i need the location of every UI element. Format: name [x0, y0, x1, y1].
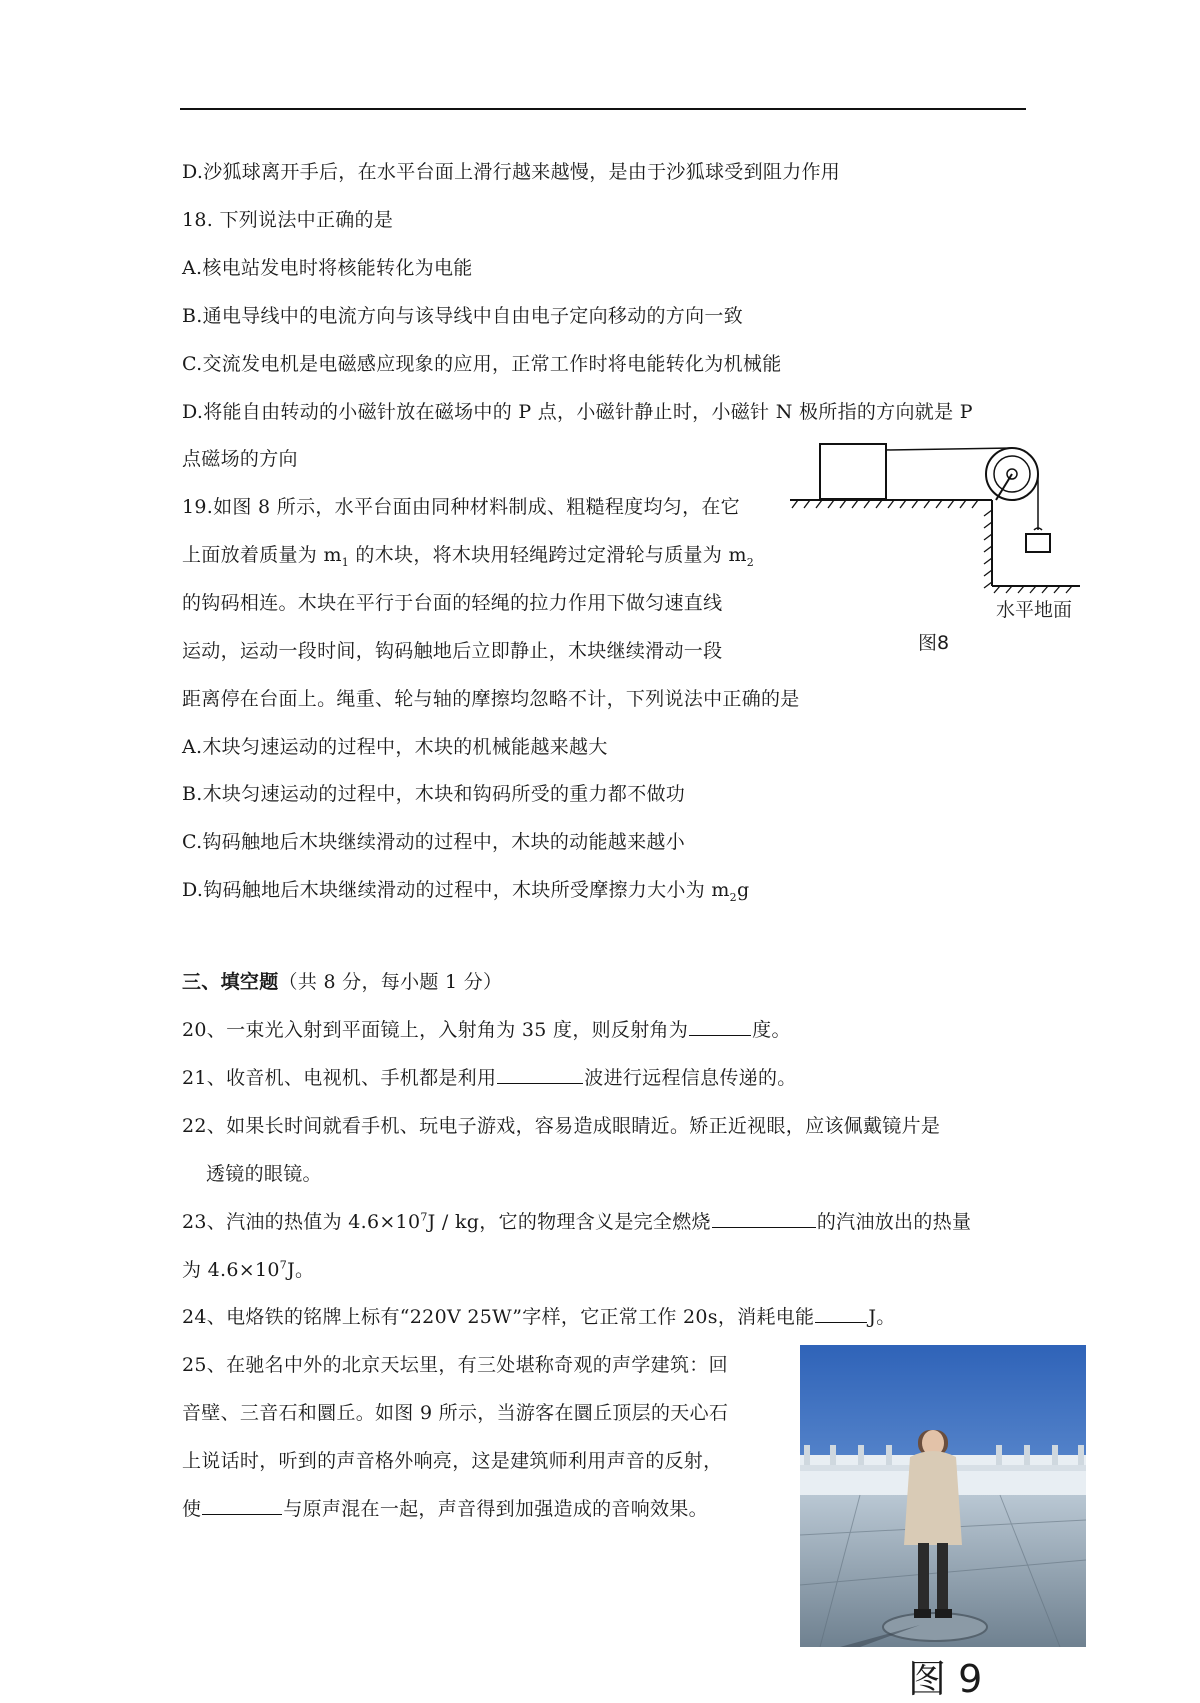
hook-weight: [1026, 534, 1050, 552]
q19-option-c: C.钩码触地后木块继续滑动的过程中，木块的动能越来越小: [182, 831, 686, 853]
q19-line-5: 距离停在台面上。绳重、轮与轴的摩擦均忽略不计，下列说法中正确的是: [182, 688, 800, 710]
q18-option-d: D.将能自由转动的小磁针放在磁场中的 P 点，小磁针静止时，小磁针 N 极所指的方向就是 P: [182, 401, 973, 423]
q17-option-d: D.沙狐球离开手后，在水平台面上滑行越来越慢，是由于沙狐球受到阻力作用: [182, 161, 841, 183]
section-3-heading: 三、填空题（共 8 分，每小题 1 分）: [182, 971, 503, 993]
q19-option-b: B.木块匀速运动的过程中，木块和钩码所受的重力都不做功: [182, 783, 686, 805]
header-rule: [180, 108, 1026, 110]
q23-line-1: 23、汽油的热值为 $4.6\times 10^7J$ / kg，它的物理含义是完全燃烧 的汽油放出的热量: [182, 1210, 972, 1233]
q20: 20、一束光入射到平面镜上，入射角为 35 度，则反射角为 度。: [182, 1019, 791, 1041]
q21: 21、收音机、电视机、手机都是利用 波进行远程信息传递的。: [182, 1067, 797, 1089]
q25-line-4: 使 与原声混在一起，声音得到加强造成的音响效果。: [182, 1498, 708, 1520]
q25-answer-blank[interactable]: [202, 1496, 282, 1515]
q19-line-4: 运动，运动一段时间，钩码触地后立即静止，木块继续滑动一段: [182, 640, 723, 662]
q19-option-a: A.木块匀速运动的过程中，木块的机械能越来越大: [182, 736, 608, 758]
q22-line-1: 22、如果长时间就看手机、玩电子游戏，容易造成眼睛近。矫正近视眼，应该佩戴镜片是: [182, 1115, 941, 1137]
q21-answer-blank[interactable]: [497, 1065, 583, 1084]
q19-line-3: 的钩码相连。木块在平行于台面的轻绳的拉力作用下做匀速直线: [182, 592, 723, 614]
q24-answer-blank[interactable]: [815, 1304, 867, 1323]
q25-line-3: 上说话时，听到的声音格外响亮，这是建筑师利用声音的反射，: [182, 1450, 723, 1472]
q19-line-1: 19.如图 8 所示，水平台面由同种材料制成、粗糙程度均匀，在它: [182, 496, 740, 518]
q18-option-d-cont: 点磁场的方向: [182, 448, 298, 470]
q23-line-2: 为 $4.6\times 10^7J$。: [182, 1258, 315, 1281]
q18-option-c: C.交流发电机是电磁感应现象的应用，正常工作时将电能转化为机械能: [182, 353, 782, 375]
q18-option-a: A.核电站发电时将核能转化为电能: [182, 257, 473, 279]
q20-answer-blank[interactable]: [689, 1017, 751, 1036]
q24: 24、电烙铁的铭牌上标有“220V 25W”字样，它正常工作 20s，消耗电能 J。: [182, 1306, 896, 1328]
q25-line-1: 25、在驰名中外的北京天坛里，有三处堪称奇观的声学建筑：回: [182, 1354, 728, 1376]
q18-option-b: B.通电导线中的电流方向与该导线中自由电子定向移动的方向一致: [182, 305, 744, 327]
q19-option-d: D.钩码触地后木块继续滑动的过程中，木块所受摩擦力大小为 $m_2g$: [182, 879, 750, 904]
q22-line-2: 透镜的眼镜。: [206, 1163, 322, 1185]
ground-label: 水平地面: [996, 599, 1073, 621]
wooden-block: [820, 444, 886, 499]
q18-stem: 18. 下列说法中正确的是: [182, 209, 394, 231]
figure-8-pulley-diagram: [790, 438, 1090, 630]
q25-line-2: 音壁、三音石和圜丘。如图 9 所示，当游客在圜丘顶层的天心石: [182, 1402, 729, 1424]
figure-9-caption: 图 9: [908, 1657, 983, 1701]
q19-line-2: 上面放着质量为 $m_1$ 的木块，将木块用轻绳跨过定滑轮与质量为 $m_2$: [182, 544, 755, 569]
figure-9-photo: [800, 1345, 1086, 1647]
figure-8-caption: 图8: [918, 632, 950, 654]
q23-answer-blank[interactable]: [712, 1209, 816, 1228]
